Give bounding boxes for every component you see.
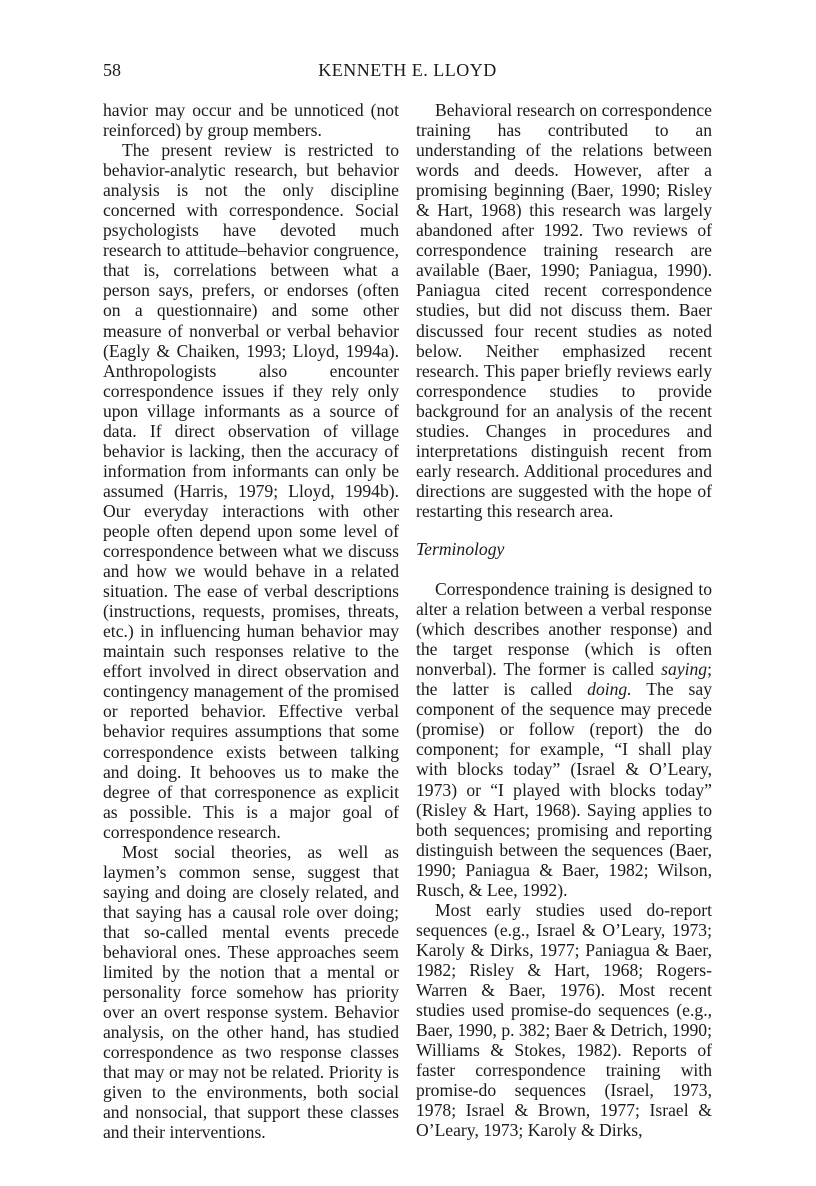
- paragraph-continuation: havior may occur and be unnoticed (not reinforced) by group members.: [103, 100, 399, 141]
- terminology-text-2: ; the latter is called: [416, 659, 712, 700]
- left-column: [103, 100, 399, 1142]
- paragraph-terminology: [416, 579, 712, 900]
- running-head: KENNETH E. LLOYD: [318, 60, 497, 80]
- term-saying: saying: [661, 659, 708, 680]
- term-doing: doing.: [587, 679, 632, 700]
- paragraph-social-theories: Most social theories, as well as laymen’s common sense, suggest that saying and doing are closely related, and that saying has a causal role over doing; that so-called mental events precede behavioral ones. These approaches seem limited by the notion that a mental or personality force somehow has priority over an overt response system. Behavior analysis, on the other hand, has studied correspondence as two response classes that may or may not be related. Priority is given to the environments, both social and nonsocial, that support these classes and their interventions.: [103, 841, 399, 1143]
- terminology-text-3: The say component of the sequence may precede (promise) or follow (report) the do component; for example, “I shall play with blocks today” (Israel & O’Leary, 1973) or “I played with blocks today” (Risley & Hart, 1968). Saying applies to both sequences; promising and reporting distinguish between the sequences (Baer, 1990; Paniagua & Baer, 1982; Wilson, Rusch, & Lee, 1992).: [416, 679, 712, 900]
- right-column: [416, 100, 712, 1140]
- page-header: [103, 58, 712, 82]
- paragraph-early-studies: Most early studies used do-report sequences (e.g., Israel & O’Leary, 1973; Karoly & Dirks, 1977; Paniagua & Baer, 1982; Risley & Hart, 1968; Rogers-Warren & Baer, 1976). Most recent studies used promise-do sequences (e.g., Baer, 1990, p. 382; Baer & Detrich, 1990; Williams & Stokes, 1982). Reports of faster correspondence training with promise-do sequences (Israel, 1973, 1978; Israel & Brown, 1977; Israel & O’Leary, 1973; Karoly & Dirks,: [416, 899, 712, 1141]
- paragraph-intro: Behavioral research on correspondence training has contributed to an understanding of the relations between words and deeds. However, after a promising beginning (Baer, 1990; Risley & Hart, 1968) this research was largely abandoned after 1992. Two reviews of correspondence training research are available (Baer, 1990; Paniagua, 1990). Paniagua cited recent correspondence studies, but did not discuss them. Baer discussed four recent studies as noted below. Neither emphasized recent research. This paper briefly reviews early correspondence studies to provide background for an analysis of the recent studies. Changes in procedures and interpretations distinguish recent from early research. Additional procedures and directions are suggested with the hope of restarting this research area.: [416, 100, 712, 521]
- terminology-text-1: Correspondence training is designed to alter a relation between a verbal response (which describes another response) and the target response (which is often nonverbal). The former is called: [416, 579, 712, 680]
- page-number: 58: [103, 60, 121, 80]
- paragraph-scope: The present review is restricted to behavior-analytic research, but behavior analysis is not the only discipline concerned with correspondence. Social psychologists have devoted much research to attitude–behavior congruence, that is, correlations between what a person says, prefers, or endorses (often on a questionnaire) and some other measure of nonverbal or verbal behavior (Eagly & Chaiken, 1993; Lloyd, 1994a). Anthropologists also encounter correspondence issues if they rely only upon village informants as a source of data. If direct observation of village behavior is lacking, then the accuracy of information from informants can only be assumed (Harris, 1979; Lloyd, 1994b). Our everyday interactions with other people often depend upon some level of correspondence between what we discuss and how we would behave in a related situation. The ease of verbal descriptions (instructions, requests, promises, threats, etc.) in influencing human behavior may maintain such responses relative to the effort involved in direct observation and contingency management of the promised or reported behavior. Effective verbal behavior requires assumptions that some correspondence exists between talking and doing. It behooves us to make the degree of that corresponence as explicit as possible. This is a major goal of correspondence research.: [103, 140, 399, 842]
- section-heading-terminology: Terminology: [416, 538, 505, 559]
